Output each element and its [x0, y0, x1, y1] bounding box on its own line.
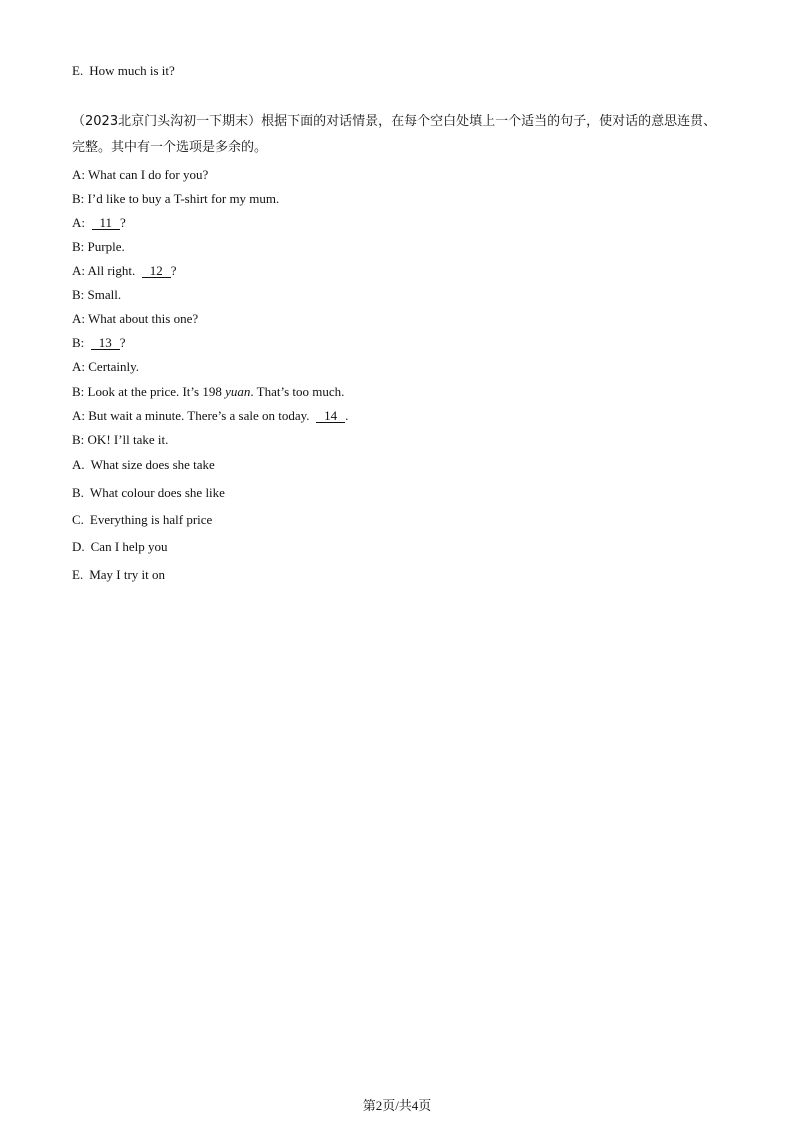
dialogue-line: [72, 239, 125, 255]
line-text: What about this one?: [88, 311, 199, 326]
question-instructions: （2023北京门头沟初一下期末）根据下面的对话情景，在每个空白处填上一个适当的句子，使对话的意思连贯、完整。其中有一个选项是多余的。: [72, 114, 717, 155]
option-c: [72, 512, 212, 528]
speaker: A:: [72, 263, 85, 278]
line-text: All right.: [87, 263, 136, 278]
line-punct: ?: [119, 335, 126, 350]
answer-blank-12[interactable]: 12: [142, 264, 171, 278]
speaker: B:: [72, 191, 85, 206]
line-punct: ?: [170, 263, 177, 278]
line-text: Small.: [87, 287, 122, 302]
dialogue-line: [72, 311, 198, 327]
option-e: [72, 567, 165, 583]
dialogue-line: [72, 408, 348, 424]
option-text: Everything is half price: [89, 512, 213, 527]
line-text: Look at the price. It’s 198: [87, 384, 222, 399]
option-letter: E.: [72, 567, 84, 582]
dialogue-line: [72, 432, 168, 448]
speaker: A:: [72, 359, 85, 374]
dialogue-line: [72, 335, 126, 351]
dialogue-line: [72, 263, 177, 279]
option-letter: E.: [72, 63, 84, 78]
option-text: What colour does she like: [89, 485, 225, 500]
dialogue-line: [72, 167, 208, 183]
line-text: I’d like to buy a T-shirt for my mum.: [87, 191, 280, 206]
speaker: A:: [72, 215, 85, 230]
line-text: OK! I’ll take it.: [87, 432, 169, 447]
speaker: B:: [72, 432, 85, 447]
line-text: What can I do for you?: [88, 167, 209, 182]
option-text: What size does she take: [90, 457, 215, 472]
option-letter: B.: [72, 485, 84, 500]
page-footer: 第2页/共4页: [362, 1098, 432, 1113]
speaker: B:: [72, 335, 85, 350]
answer-blank-13[interactable]: 13: [91, 336, 120, 350]
speaker: A:: [72, 408, 85, 423]
option-d: [72, 539, 168, 555]
speaker: B:: [72, 287, 85, 302]
speaker: B:: [72, 384, 85, 399]
line-italic: yuan: [225, 384, 251, 399]
option-a: [72, 457, 215, 473]
option-text: Can I help you: [90, 539, 168, 554]
dialogue-line: [72, 384, 344, 400]
line-text: But wait a minute. There’s a sale on today.: [88, 408, 310, 423]
answer-blank-11[interactable]: 11: [92, 216, 121, 230]
dialogue-line: [72, 191, 279, 207]
line-text: Purple.: [87, 239, 125, 254]
option-b: [72, 485, 225, 501]
option-text: How much is it?: [89, 63, 175, 78]
speaker: B:: [72, 239, 85, 254]
speaker: A:: [72, 311, 85, 326]
line-text: Certainly.: [88, 359, 140, 374]
prev-option-e: [72, 63, 175, 79]
option-letter: C.: [72, 512, 84, 527]
dialogue-line: [72, 359, 139, 375]
speaker: A:: [72, 167, 85, 182]
line-punct: .: [345, 408, 349, 423]
dialogue-line: [72, 215, 126, 231]
line-text-end: . That’s too much.: [250, 384, 345, 399]
option-letter: A.: [72, 457, 85, 472]
line-punct: ?: [120, 215, 126, 230]
option-text: May I try it on: [89, 567, 166, 582]
dialogue-line: [72, 287, 121, 303]
option-letter: D.: [72, 539, 85, 554]
answer-blank-14[interactable]: 14: [316, 409, 345, 423]
